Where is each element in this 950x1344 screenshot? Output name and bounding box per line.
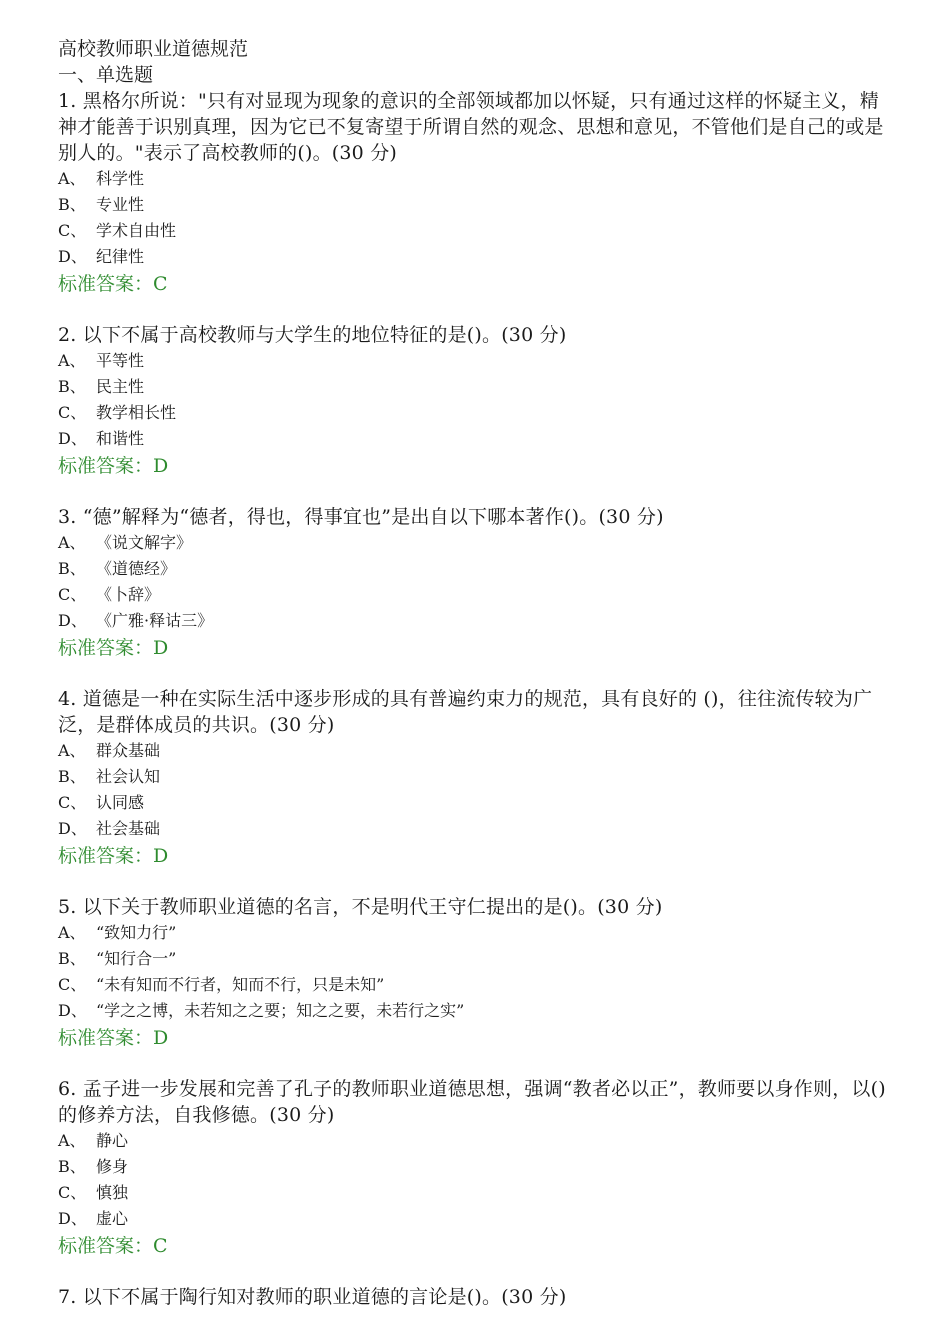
- standard-answer: [58, 270, 890, 298]
- question-stem: 1. 黑格尔所说："只有对显现为现象的意识的全部领域都加以怀疑，只有通过这样的怀疑主义，精神才能善于识别真理，因为它已不复寄望于所谓自然的观念、思想和意见，不管他们是自己的或是别人的。"表示了高校教师的()。(30 分): [58, 90, 884, 164]
- question-stem: 5. 以下关于教师职业道德的名言，不是明代王守仁提出的是()。(30 分): [58, 896, 663, 918]
- option-item: [58, 738, 890, 764]
- answer-value: D: [153, 637, 169, 659]
- option-list: [58, 920, 890, 1024]
- option-letter: C、: [58, 221, 87, 240]
- option-text: 和谐性: [96, 429, 145, 448]
- standard-answer: [58, 452, 890, 480]
- option-text: “未有知而不行者，知而不行，只是未知”: [96, 975, 385, 994]
- option-letter: D、: [58, 247, 87, 266]
- option-text: 民主性: [96, 377, 145, 396]
- answer-label: 标准答案：: [58, 845, 154, 867]
- option-item: [58, 582, 890, 608]
- option-letter: A、: [58, 741, 86, 760]
- answer-value: C: [153, 273, 168, 295]
- option-text: 学术自由性: [96, 221, 177, 240]
- question-3: [58, 504, 890, 686]
- option-letter: C、: [58, 975, 87, 994]
- answer-label: 标准答案：: [58, 455, 154, 477]
- option-text: 社会认知: [96, 767, 161, 786]
- question-5: [58, 894, 890, 1076]
- option-item: [58, 556, 890, 582]
- option-item: [58, 218, 890, 244]
- option-text: 社会基础: [96, 819, 161, 838]
- option-text: “致知力行”: [96, 923, 177, 942]
- standard-answer: [58, 1024, 890, 1052]
- option-text: 虚心: [96, 1209, 129, 1228]
- option-text: 专业性: [96, 195, 145, 214]
- option-item: [58, 374, 890, 400]
- option-text: 静心: [96, 1131, 129, 1150]
- question-stem: 6. 孟子进一步发展和完善了孔子的教师职业道德思想，强调“教者必以正”，教师要以身作则，以()的修养方法，自我修德。(30 分): [58, 1078, 886, 1126]
- question-stem: 7. 以下不属于陶行知对教师的职业道德的言论是()。(30 分): [58, 1286, 567, 1308]
- option-text: 《说文解字》: [96, 533, 193, 552]
- answer-value: D: [153, 1027, 169, 1049]
- option-item: [58, 816, 890, 842]
- option-letter: B、: [58, 195, 86, 214]
- option-item: [58, 530, 890, 556]
- option-letter: A、: [58, 923, 86, 942]
- document: [58, 36, 890, 1310]
- option-item: [58, 1180, 890, 1206]
- question-stem: 3. “德”解释为“德者，得也，得事宜也”是出自以下哪本著作()。(30 分): [58, 506, 664, 528]
- option-letter: D、: [58, 1001, 87, 1020]
- option-item: [58, 946, 890, 972]
- option-letter: B、: [58, 559, 86, 578]
- option-item: [58, 608, 890, 634]
- option-letter: D、: [58, 429, 87, 448]
- option-item: [58, 764, 890, 790]
- question-stem: 4. 道德是一种在实际生活中逐步形成的具有普遍约束力的规范，具有良好的 ()，往往流传较为广泛，是群体成员的共识。(30 分): [58, 688, 873, 736]
- option-text: 教学相长性: [96, 403, 177, 422]
- option-text: 《卜辞》: [96, 585, 161, 604]
- answer-label: 标准答案：: [58, 1027, 154, 1049]
- option-letter: D、: [58, 819, 87, 838]
- option-letter: B、: [58, 949, 86, 968]
- option-item: [58, 1206, 890, 1232]
- option-text: 《广雅·释诂三》: [96, 611, 214, 630]
- option-text: “知行合一”: [96, 949, 177, 968]
- answer-label: 标准答案：: [58, 637, 154, 659]
- option-item: [58, 244, 890, 270]
- question-spacer: [58, 1260, 890, 1284]
- option-item: [58, 1154, 890, 1180]
- answer-value: C: [153, 1235, 168, 1257]
- question-1: [58, 88, 890, 322]
- option-text: “学之之博，未若知之之要；知之之要，未若行之实”: [96, 1001, 465, 1020]
- answer-value: D: [153, 455, 169, 477]
- standard-answer: [58, 1232, 890, 1260]
- question-spacer: [58, 480, 890, 504]
- option-text: 平等性: [96, 351, 145, 370]
- option-item: [58, 1128, 890, 1154]
- option-list: [58, 166, 890, 270]
- option-letter: C、: [58, 403, 87, 422]
- option-letter: A、: [58, 169, 86, 188]
- option-letter: B、: [58, 767, 86, 786]
- option-item: [58, 790, 890, 816]
- question-spacer: [58, 1052, 890, 1076]
- option-letter: A、: [58, 351, 86, 370]
- option-text: 慎独: [96, 1183, 129, 1202]
- standard-answer: [58, 634, 890, 662]
- question-spacer: [58, 870, 890, 894]
- question-4: [58, 686, 890, 894]
- option-letter: B、: [58, 1157, 86, 1176]
- option-list: [58, 348, 890, 452]
- option-list: [58, 530, 890, 634]
- option-list: [58, 738, 890, 842]
- option-item: [58, 426, 890, 452]
- question-7: [58, 1284, 890, 1310]
- option-letter: C、: [58, 585, 87, 604]
- option-text: 科学性: [96, 169, 145, 188]
- option-text: 《道德经》: [96, 559, 177, 578]
- option-letter: B、: [58, 377, 86, 396]
- question-2: [58, 322, 890, 504]
- section-title: 一、单选题: [58, 64, 154, 86]
- question-stem: 2. 以下不属于高校教师与大学生的地位特征的是()。(30 分): [58, 324, 567, 346]
- option-letter: D、: [58, 611, 87, 630]
- option-item: [58, 166, 890, 192]
- option-letter: A、: [58, 1131, 86, 1150]
- option-letter: A、: [58, 533, 86, 552]
- option-item: [58, 972, 890, 998]
- answer-label: 标准答案：: [58, 1235, 154, 1257]
- document-title: 高校教师职业道德规范: [58, 38, 249, 60]
- option-item: [58, 348, 890, 374]
- option-letter: D、: [58, 1209, 87, 1228]
- question-list: [58, 88, 890, 1310]
- option-text: 群众基础: [96, 741, 161, 760]
- option-list: [58, 1128, 890, 1232]
- option-item: [58, 998, 890, 1024]
- standard-answer: [58, 842, 890, 870]
- question-6: [58, 1076, 890, 1284]
- option-text: 修身: [96, 1157, 129, 1176]
- question-spacer: [58, 662, 890, 686]
- option-text: 纪律性: [96, 247, 145, 266]
- answer-label: 标准答案：: [58, 273, 154, 295]
- option-letter: C、: [58, 793, 87, 812]
- option-letter: C、: [58, 1183, 87, 1202]
- option-item: [58, 400, 890, 426]
- option-item: [58, 192, 890, 218]
- option-item: [58, 920, 890, 946]
- option-text: 认同感: [96, 793, 145, 812]
- question-spacer: [58, 298, 890, 322]
- answer-value: D: [153, 845, 169, 867]
